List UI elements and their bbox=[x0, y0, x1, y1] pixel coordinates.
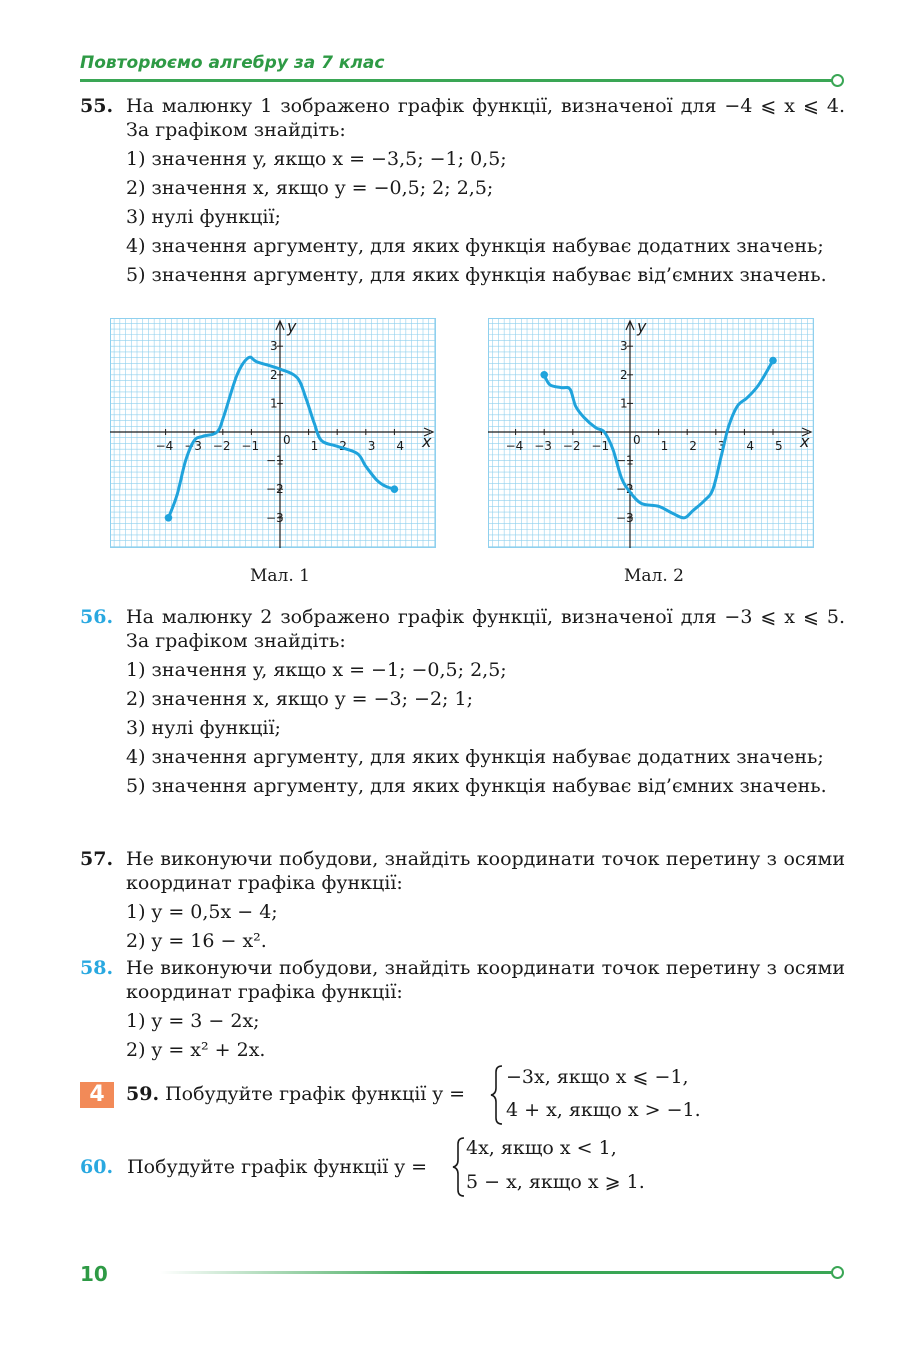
task-intro: На малюнку 2 зображено графік функції, визначеної для −3 ⩽ x ⩽ 5. За графіком знайдіть: bbox=[126, 606, 845, 652]
task-number: 56. bbox=[80, 606, 114, 628]
task-59 bbox=[126, 1083, 465, 1105]
task-55 bbox=[80, 94, 845, 287]
task-intro: Не виконуючи побудови, знайдіть координати точок перетину з осями координат графіка функції: bbox=[126, 848, 845, 894]
y-tick-label: −3 bbox=[266, 510, 284, 525]
endpoint-dot bbox=[391, 485, 399, 493]
x-tick-label: −1 bbox=[241, 439, 260, 453]
task-item: 1) значення y, якщо x = −1; −0,5; 2,5; bbox=[126, 659, 507, 681]
figure-caption-2: Мал. 2 bbox=[624, 566, 684, 586]
endpoint-dot bbox=[540, 371, 548, 379]
section-title: Повторюємо алгебру за 7 клас bbox=[80, 53, 385, 73]
y-tick-label: −2 bbox=[616, 482, 634, 497]
x-tick-label: −4 bbox=[505, 439, 524, 453]
x-axis-label: x bbox=[422, 432, 432, 451]
y-tick-label: −1 bbox=[616, 453, 634, 468]
x-tick-label: −1 bbox=[591, 439, 610, 453]
x-tick-label: −3 bbox=[184, 439, 202, 453]
task-item: 2) значення x, якщо y = −3; −2; 1; bbox=[126, 688, 473, 710]
task-item: 5) значення аргументу, для яких функція набуває від’ємних значень. bbox=[126, 264, 827, 286]
x-tick-label: −3 bbox=[534, 439, 552, 453]
function-graph-1 bbox=[110, 318, 436, 548]
brace-icon bbox=[490, 1064, 504, 1126]
footer-rule bbox=[160, 1271, 832, 1274]
page-number: 10 bbox=[80, 1262, 108, 1286]
y-tick-label: 3 bbox=[270, 339, 278, 354]
task-number: 57. bbox=[80, 848, 114, 870]
y-tick-label: −2 bbox=[266, 482, 284, 497]
task-number: 58. bbox=[80, 957, 114, 979]
task-item: 3) нулі функції; bbox=[126, 717, 281, 739]
task-item: 1) y = 0,5x − 4; bbox=[126, 901, 278, 923]
origin-label: 0 bbox=[283, 433, 291, 447]
x-axis-label: x bbox=[800, 432, 810, 451]
header-rule bbox=[80, 79, 832, 82]
y-axis-label: y bbox=[637, 318, 647, 336]
y-tick-label: 2 bbox=[620, 367, 628, 382]
x-tick-label: −2 bbox=[212, 439, 231, 453]
y-tick-label: 1 bbox=[270, 396, 278, 411]
task-number: 55. bbox=[80, 95, 114, 117]
x-tick-label: 4 bbox=[396, 439, 405, 453]
y-tick-label: 2 bbox=[270, 367, 278, 382]
task-58 bbox=[80, 956, 845, 1062]
x-tick-label: 3 bbox=[717, 439, 726, 453]
task-text: Побудуйте графік функції y = bbox=[127, 1156, 428, 1178]
task-60 bbox=[80, 1156, 427, 1178]
y-axis-label: y bbox=[287, 318, 297, 336]
task-item: 4) значення аргументу, для яких функція набуває додатних значень; bbox=[126, 235, 824, 257]
x-tick-label: 3 bbox=[367, 439, 376, 453]
endpoint-dot bbox=[769, 357, 777, 365]
origin-label: 0 bbox=[633, 433, 641, 447]
y-tick-label: −3 bbox=[616, 510, 634, 525]
task-item: 3) нулі функції; bbox=[126, 206, 281, 228]
task-57 bbox=[80, 847, 845, 953]
task-number: 59. bbox=[126, 1083, 160, 1105]
x-tick-label: −4 bbox=[155, 439, 174, 453]
x-tick-label: 4 bbox=[746, 439, 755, 453]
task-56 bbox=[80, 605, 845, 798]
task-item: 2) y = x² + 2x. bbox=[126, 1039, 266, 1061]
task-item: 4) значення аргументу, для яких функція набуває додатних значень; bbox=[126, 746, 824, 768]
y-tick-label: 3 bbox=[620, 339, 628, 354]
y-tick-label: 1 bbox=[620, 396, 628, 411]
task-number: 60. bbox=[80, 1156, 114, 1178]
x-tick-label: 5 bbox=[775, 439, 783, 453]
endpoint-dot bbox=[165, 514, 173, 522]
y-tick-label: −1 bbox=[266, 453, 284, 468]
case-line: 5 − x, якщо x ⩾ 1. bbox=[466, 1171, 645, 1193]
case-line: −3x, якщо x ⩽ −1, bbox=[506, 1066, 689, 1088]
x-tick-label: −2 bbox=[562, 439, 581, 453]
difficulty-badge: 4 bbox=[80, 1082, 114, 1108]
x-tick-label: 2 bbox=[339, 439, 347, 453]
task-intro: Не виконуючи побудови, знайдіть координати точок перетину з осями координат графіка функції: bbox=[126, 957, 845, 1003]
case-line: 4 + x, якщо x > −1. bbox=[506, 1099, 701, 1121]
task-item: 2) y = 16 − x². bbox=[126, 930, 267, 952]
task-intro: На малюнку 1 зображено графік функції, визначеної для −4 ⩽ x ⩽ 4. За графіком знайдіть: bbox=[126, 95, 845, 141]
footer-rule-dot bbox=[831, 1266, 844, 1279]
task-item: 2) значення x, якщо y = −0,5; 2; 2,5; bbox=[126, 177, 494, 199]
task-item: 1) значення y, якщо x = −3,5; −1; 0,5; bbox=[126, 148, 507, 170]
grid bbox=[488, 318, 814, 548]
x-tick-label: 2 bbox=[689, 439, 697, 453]
task-text: Побудуйте графік функції y = bbox=[165, 1083, 466, 1105]
figure-caption-1: Мал. 1 bbox=[250, 566, 310, 586]
x-tick-label: 1 bbox=[310, 439, 319, 453]
header-rule-dot bbox=[831, 74, 844, 87]
case-line: 4x, якщо x < 1, bbox=[466, 1137, 617, 1159]
x-tick-label: 1 bbox=[660, 439, 669, 453]
function-graph-2 bbox=[488, 318, 814, 548]
task-item: 5) значення аргументу, для яких функція набуває від’ємних значень. bbox=[126, 775, 827, 797]
brace-icon bbox=[452, 1136, 466, 1198]
task-item: 1) y = 3 − 2x; bbox=[126, 1010, 260, 1032]
